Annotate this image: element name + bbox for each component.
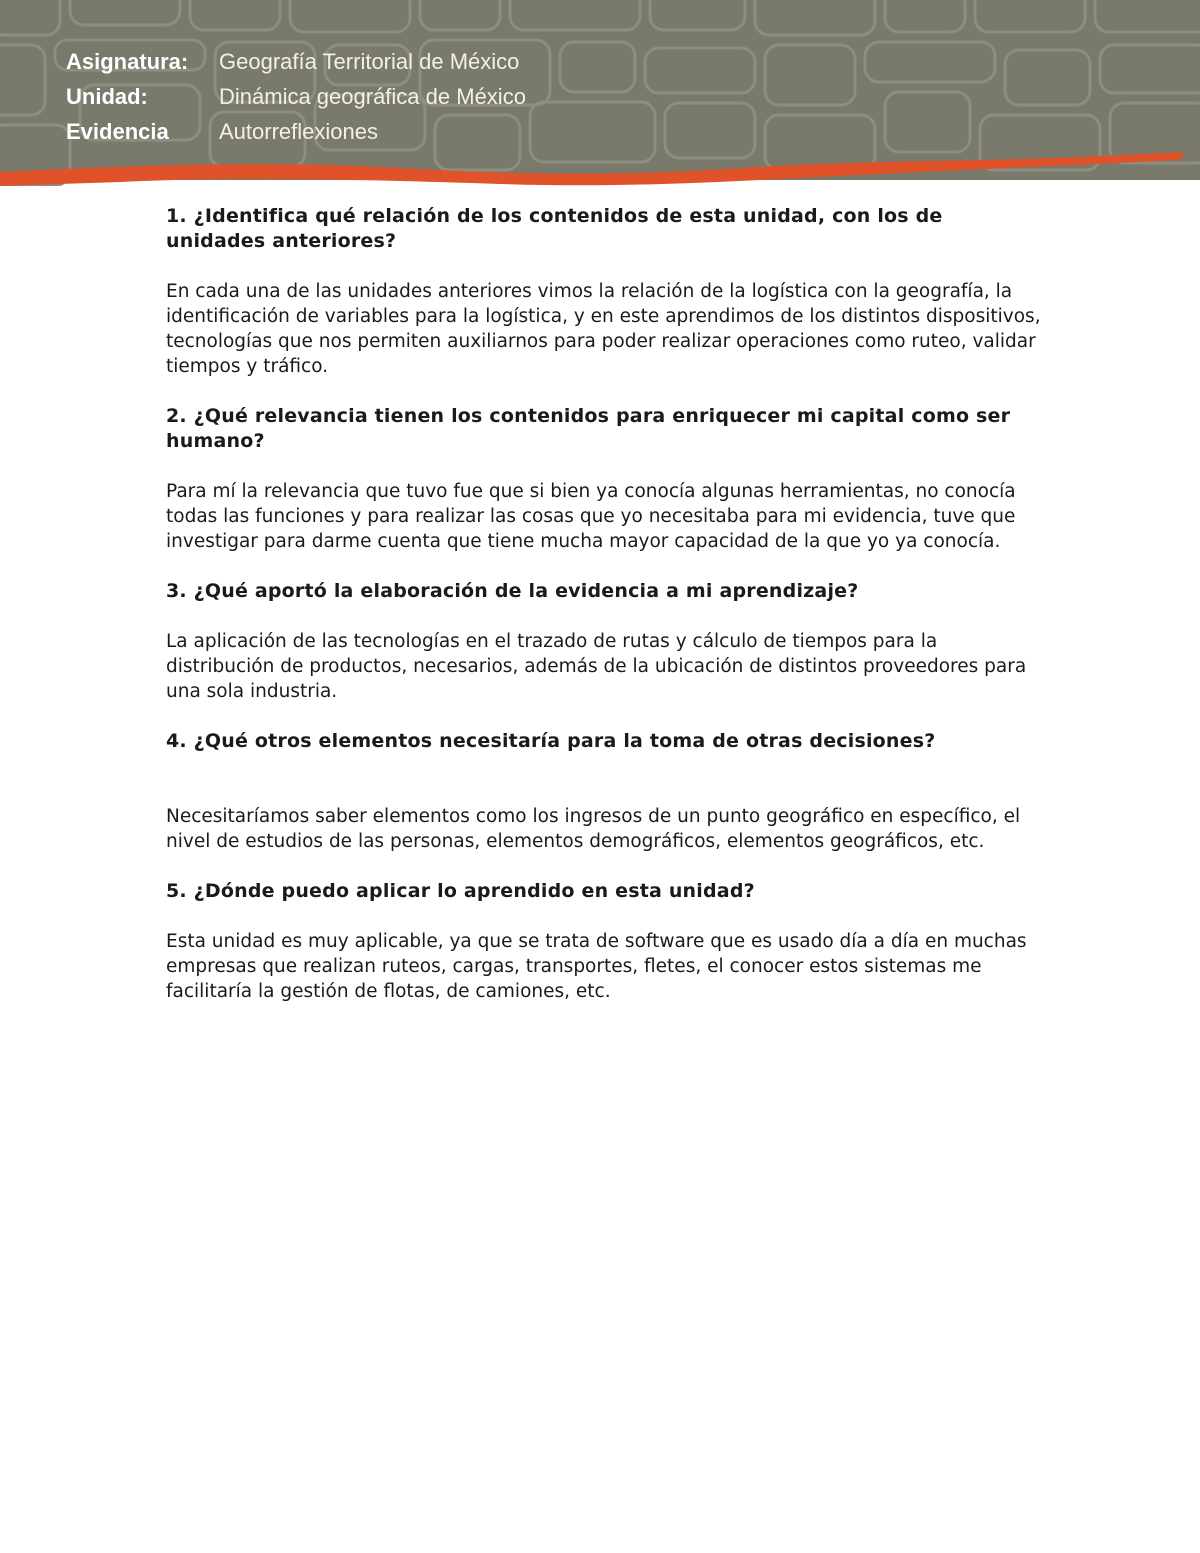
- evidencia-value: Autorreflexiones: [219, 119, 378, 144]
- metadata-row-asignatura: [66, 44, 526, 79]
- question-3: 3. ¿Qué aportó la elaboración de la evidencia a mi aprendizaje?: [166, 580, 859, 602]
- metadata-row-unidad: [66, 79, 526, 114]
- unidad-label: Unidad:: [66, 84, 148, 109]
- answer-3: La aplicación de las tecnologías en el trazado de rutas y cálculo de tiempos para la distribución de productos, necesarios, además de la ubicación de distintos proveedores para una sola industria.: [166, 631, 1027, 702]
- section-2: [166, 404, 1046, 554]
- section-5: [166, 879, 1046, 1004]
- answer-1: En cada una de las unidades anteriores vimos la relación de la logística con la geografía, la identificación de variables para la logística, y en este aprendimos de los distintos dispositivos, tecnologías que nos permiten auxiliarnos para poder realizar operaciones como ruteo, validar tiempos y tráfico.: [166, 281, 1041, 377]
- question-2: 2. ¿Qué relevancia tienen los contenidos para enriquecer mi capital como ser humano?: [166, 405, 1011, 452]
- document-metadata: [66, 44, 526, 149]
- unidad-value: Dinámica geográfica de México: [219, 84, 526, 109]
- section-4: [166, 729, 1046, 854]
- question-5: 5. ¿Dónde puedo aplicar lo aprendido en esta unidad?: [166, 880, 755, 902]
- question-4: 4. ¿Qué otros elementos necesitaría para la toma de otras decisiones?: [166, 730, 936, 752]
- section-1: [166, 204, 1046, 379]
- header-banner: [0, 0, 1200, 200]
- evidencia-label: Evidencia: [66, 119, 169, 144]
- asignatura-value: Geografía Territorial de México: [219, 49, 520, 74]
- section-3: [166, 579, 1046, 704]
- document-body: [166, 204, 1046, 1029]
- asignatura-label: Asignatura:: [66, 49, 189, 74]
- answer-4: Necesitaríamos saber elementos como los ingresos de un punto geográfico en específico, el nivel de estudios de las personas, elementos demográficos, elementos geográficos, etc.: [166, 806, 1021, 852]
- question-1: 1. ¿Identifica qué relación de los contenidos de esta unidad, con los de unidades anteriores?: [166, 205, 943, 252]
- answer-5: Esta unidad es muy aplicable, ya que se trata de software que es usado día a día en muchas empresas que realizan ruteos, cargas, transportes, fletes, el conocer estos sistemas me facilitaría la gestión de flotas, de camiones, etc.: [166, 931, 1027, 1002]
- answer-2: Para mí la relevancia que tuvo fue que si bien ya conocía algunas herramientas, no conocía todas las funciones y para realizar las cosas que yo necesitaba para mi evidencia, tuve que investigar para darme cuenta que tiene mucha mayor capacidad de la que yo ya conocía.: [166, 481, 1016, 552]
- metadata-row-evidencia: [66, 114, 526, 149]
